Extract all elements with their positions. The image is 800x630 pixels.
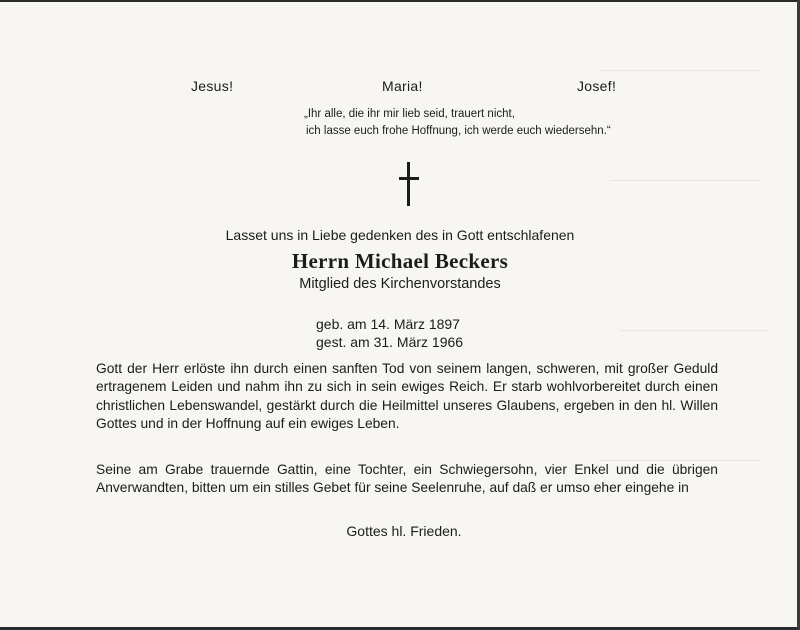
cross-icon bbox=[399, 162, 419, 206]
header-name-jesus: Jesus! bbox=[191, 78, 234, 94]
quote bbox=[304, 106, 611, 140]
body-paragraph-1: Gott der Herr erlöste ihn durch einen sanften Tod von seinem langen, schweren, mit großer Geduld ertragenem Leiden und nahm ihn zu sich in sein ewiges Reich. Er starb wohlvorbereitet durch einen christlichen Lebenswandel, gestärkt durch die Heilmittel unseres Glaubens, ergeben in den hl. Willen Gottes und in der Hoffnung auf ein ewiges Leben. bbox=[96, 361, 718, 432]
header-name-maria: Maria! bbox=[382, 78, 423, 94]
show-through-decoration bbox=[600, 430, 760, 461]
show-through-decoration bbox=[610, 150, 760, 181]
intro-text: Lasset uns in Liebe gedenken des in Gott entschlafenen bbox=[225, 227, 575, 243]
show-through-decoration bbox=[600, 40, 760, 71]
quote-line-1: „Ihr alle, die ihr mir lieb seid, trauert nicht, bbox=[304, 108, 515, 120]
show-through-decoration bbox=[620, 300, 770, 331]
closing-line: Gottes hl. Frieden. bbox=[346, 523, 462, 539]
deceased-role: Mitglied des Kirchenvorstandes bbox=[299, 276, 501, 292]
header-name-josef: Josef! bbox=[577, 78, 617, 94]
deceased-name: Herrn Michael Beckers bbox=[291, 249, 509, 273]
quote-line-2: ich lasse euch frohe Hoffnung, ich werde euch wiedersehn.“ bbox=[306, 125, 611, 137]
life-dates bbox=[316, 315, 463, 351]
birth-date: geb. am 14. März 1897 bbox=[316, 316, 460, 332]
top-scan-edge bbox=[0, 0, 800, 2]
death-date: gest. am 31. März 1966 bbox=[316, 334, 464, 350]
body-paragraph-2: Seine am Grabe trauernde Gattin, eine Tochter, ein Schwiegersohn, vier Enkel und die übrigen Anverwandten, bitten um ein stilles Gebet für seine Seelenruhe, auf daß er umso eher eingehe in bbox=[96, 462, 718, 496]
